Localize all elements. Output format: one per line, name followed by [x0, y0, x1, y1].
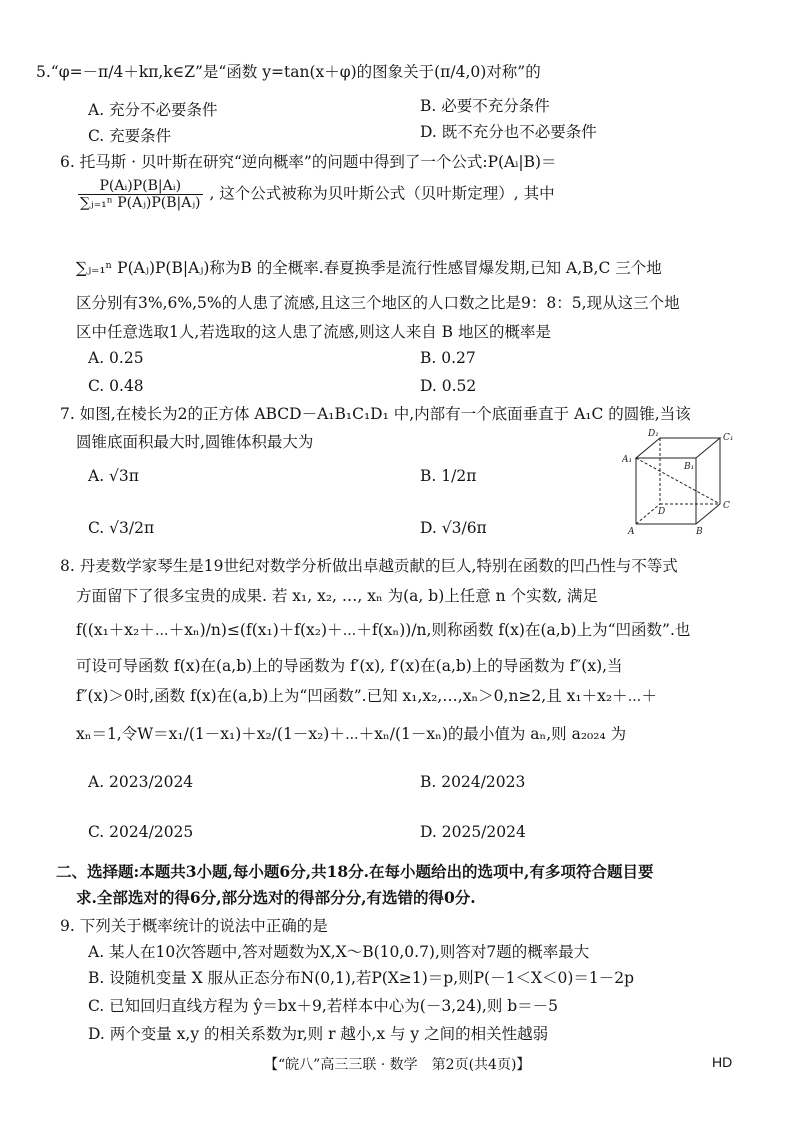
cube-label-d1: D₁: [648, 429, 659, 439]
q8-line4: 可设可导函数 f(x)在(a,b)上的导函数为 f′(x), f′(x)在(a,b)上的导函数为 f″(x),当: [76, 657, 623, 675]
q6-line2-tail: , 这个公式被称为贝叶斯公式（贝叶斯定理）, 其中: [209, 184, 555, 203]
q9-option-c: C. 已知回归直线方程为 ŷ＝bx＋9,若样本中心为(－3,24),则 b＝－5: [88, 997, 559, 1015]
q6-bayes-fraction: [78, 178, 203, 211]
page-footer: 【“皖八”高三三联 · 数学 第2页(共4页)】: [264, 1057, 531, 1073]
q7-option-d: D. √3/6π: [420, 519, 487, 537]
q6-line4: 区分别有3%,6%,5%的人患了流感,且这三个地区的人口数之比是9：8：5,现从这三个地: [76, 294, 680, 312]
q5-option-a: A. 充分不必要条件: [88, 101, 218, 119]
section2-line1: 二、选择题:本题共3小题,每小题6分,共18分.在每小题给出的选项中,有多项符合题目要: [56, 862, 654, 881]
q6-option-b: B. 0.27: [420, 349, 476, 367]
q6-option-c: C. 0.48: [88, 377, 144, 395]
q8-line2: 方面留下了很多宝贵的成果. 若 x₁, x₂, …, xₙ 为(a, b)上任意 n 个实数, 满足: [76, 587, 598, 605]
q7-option-b: B. 1/2π: [420, 467, 477, 485]
q6-formula-numerator: P(Aᵢ)P(B|Aᵢ): [78, 178, 203, 195]
q6-formula-denominator: ∑ⱼ₌₁ⁿ P(Aⱼ)P(B|Aⱼ): [80, 195, 201, 211]
q8-option-d: D. 2025/2024: [420, 823, 526, 841]
q6-bayes-formula: [76, 178, 555, 211]
q5-stem: 5.“φ=－π/4＋kπ,k∈Z”是“函数 y=tan(x＋φ)的图象关于(π/4,0)对称”的: [36, 63, 541, 81]
q6-option-d: D. 0.52: [420, 377, 477, 395]
cube-label-d: D: [658, 507, 666, 517]
cube-label-b1: B₁: [684, 462, 695, 472]
cube-label-a: A: [628, 527, 635, 537]
q8-line3: f((x₁＋x₂＋⋯＋xₙ)/n)≤(f(x₁)＋f(x₂)＋⋯＋f(xₙ))/n,则称函数 f(x)在(a,b)上为“凹函数”.也: [76, 621, 691, 639]
q8-option-c: C. 2024/2025: [88, 823, 194, 841]
q9-option-b: B. 设随机变量 X 服从正态分布N(0,1),若P(X≥1)＝p,则P(－1＜X＜0)＝1－2p: [88, 969, 635, 987]
q6-option-a: A. 0.25: [88, 349, 144, 367]
cube-label-c: C: [723, 501, 730, 511]
q8-line6: xₙ＝1,令W＝x₁/(1－x₁)＋x₂/(1－x₂)＋⋯＋xₙ/(1－xₙ)的最小值为 aₙ,则 a₂₀₂₄ 为: [76, 725, 627, 743]
cube-label-a1: A₁: [622, 455, 633, 465]
q7-line2: 圆锥底面积最大时,圆锥体积最大为: [76, 433, 314, 451]
q7-option-a: A. √3π: [88, 467, 139, 485]
cube-figure: [622, 428, 740, 538]
q8-option-a: A. 2023/2024: [88, 773, 194, 791]
q6-line1: 6. 托马斯 · 贝叶斯在研究“逆向概率”的问题中得到了一个公式:P(Aᵢ|B)＝: [60, 153, 557, 171]
footer-code: HD: [712, 1054, 733, 1070]
q9-stem: 9. 下列关于概率统计的说法中正确的是: [60, 917, 328, 935]
q6-line3: ∑ⱼ₌₁ⁿ P(Aⱼ)P(B|Aⱼ)称为B 的全概率.春夏换季是流行性感冒爆发期,已知 A,B,C 三个地: [76, 259, 662, 277]
q8-line1: 8. 丹麦数学家琴生是19世纪对数学分析做出卓越贡献的巨人,特别在函数的凹凸性与不等式: [60, 557, 678, 575]
section2-line2: 求.全部选对的得6分,部分选对的得部分分,有选错的得0分.: [76, 888, 476, 907]
cube-label-c1: C₁: [723, 433, 734, 443]
q5-option-d: D. 既不充分也不必要条件: [420, 123, 597, 141]
q9-option-d: D. 两个变量 x,y 的相关系数为r,则 r 越小,x 与 y 之间的相关性越弱: [88, 1025, 549, 1043]
q8-option-b: B. 2024/2023: [420, 773, 526, 791]
q6-line5: 区中任意选取1人,若选取的这人患了流感,则这人来自 B 地区的概率是: [76, 323, 551, 341]
q5-option-b: B. 必要不充分条件: [420, 97, 550, 115]
q9-option-a: A. 某人在10次答题中,答对题数为X,X～B(10,0.7),则答对7题的概率最大: [88, 943, 590, 961]
q8-line5: f″(x)＞0时,函数 f(x)在(a,b)上为“凹函数”.已知 x₁,x₂,…,xₙ＞0,n≥2,且 x₁＋x₂＋⋯＋: [76, 687, 658, 705]
cube-label-b: B: [696, 527, 703, 537]
q7-line1: 7. 如图,在棱长为2的正方体 ABCD－A₁B₁C₁D₁ 中,内部有一个底面垂直于 A₁C 的圆锥,当该: [60, 405, 691, 423]
q5-option-c: C. 充要条件: [88, 127, 172, 145]
q7-option-c: C. √3/2π: [88, 519, 155, 537]
